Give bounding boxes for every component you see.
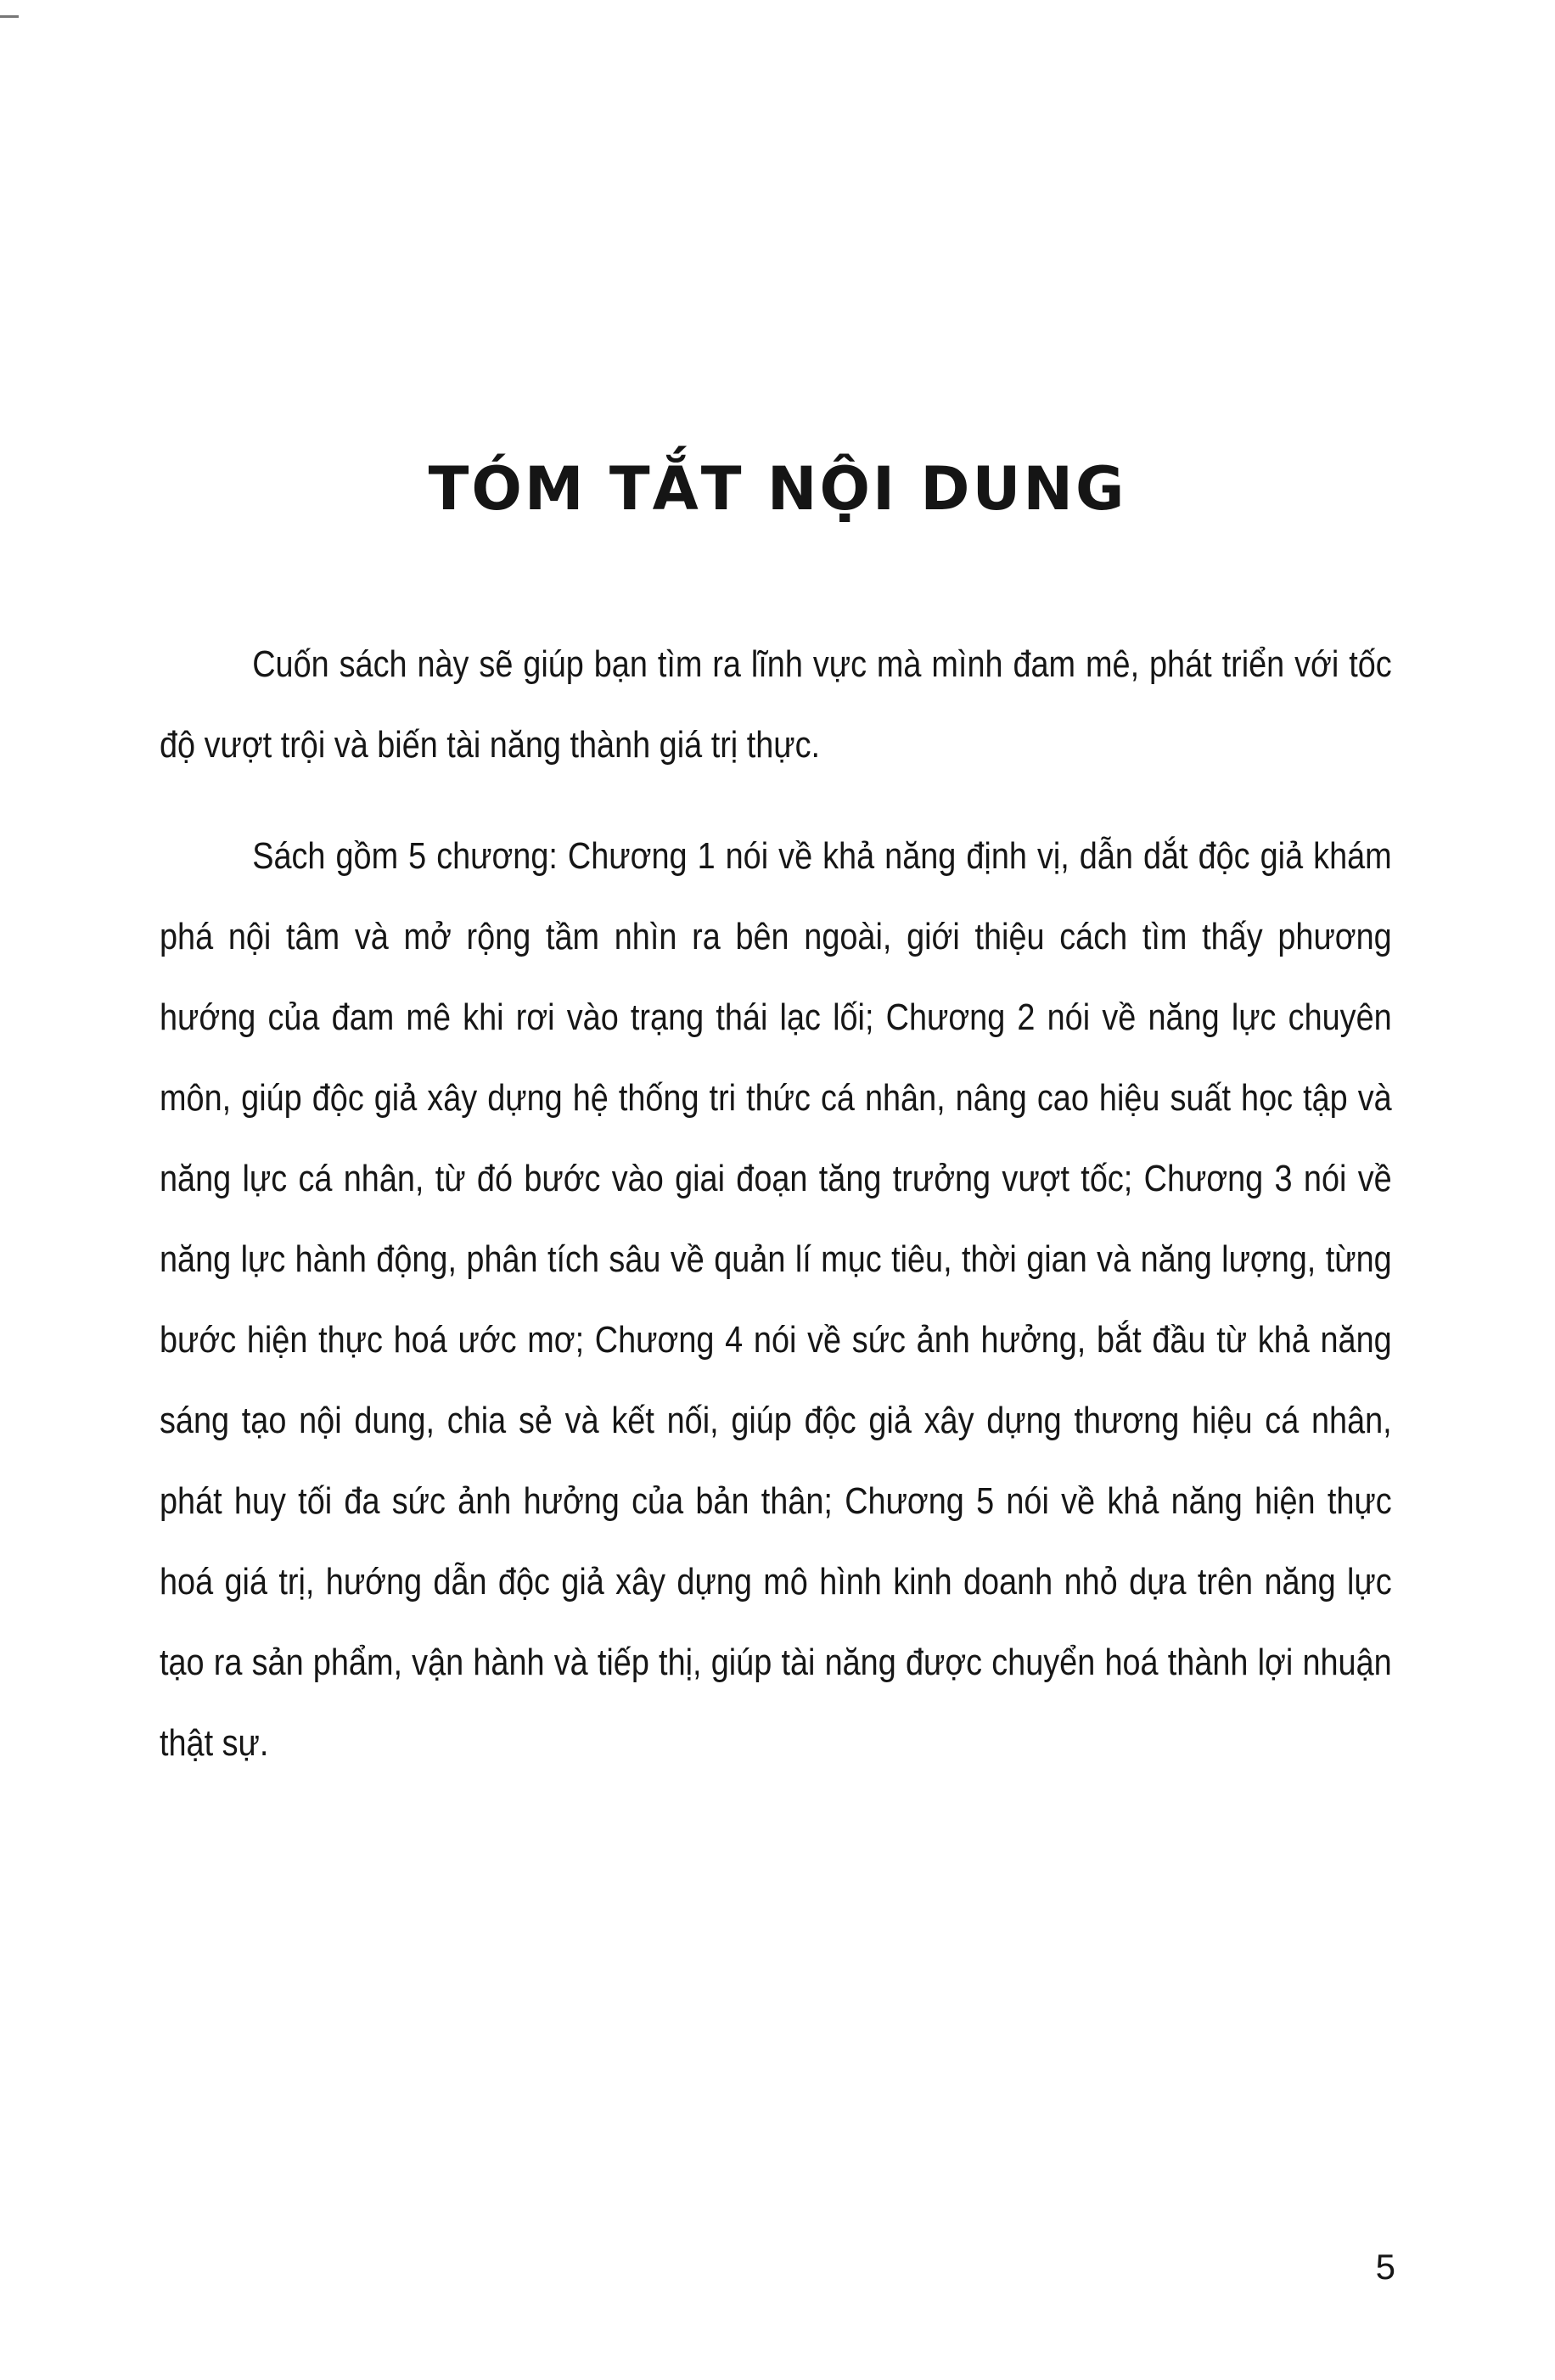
paragraph-intro: Cuốn sách này sẽ giúp bạn tìm ra lĩnh vực mà mình đam mê, phát triển với tốc độ vượt trội và biến tài năng thành giá trị thực. bbox=[160, 643, 1392, 766]
page-number: 5 bbox=[1375, 2247, 1395, 2287]
paragraph-chapters: Sách gồm 5 chương: Chương 1 nói về khả năng định vị, dẫn dắt độc giả khám phá nội tâm và mở rộng tầm nhìn ra bên ngoài, giới thiệu cách tìm thấy phương hướng của đam mê khi rơi vào trạng thái lạc lối; Chương 2 nói về năng lực chuyên môn, giúp độc giả xây dựng hệ thống tri thức cá nhân, nâng cao hiệu suất học tập và năng lực cá nhân, từ đó bước vào giai đoạn tăng trưởng vượt tốc; Chương 3 nói về năng lực hành động, phân tích sâu về quản lí mục tiêu, thời gian và năng lượng, từng bước hiện thực hoá ước mơ; Chương 4 nói về sức ảnh hưởng, bắt đầu từ khả năng sáng tạo nội dung, chia sẻ và kết nối, giúp độc giả xây dựng thương hiệu cá nhân, phát huy tối đa sức ảnh hưởng của bản thân; Chương 5 nói về khả năng hiện thực hoá giá trị, hướng dẫn độc giả xây dựng mô hình kinh doanh nhỏ dựa trên năng lực tạo ra sản phẩm, vận hành và tiếp thị, giúp tài năng được chuyển hoá thành lợi nhuận thật sự. bbox=[160, 835, 1392, 1764]
summary-body bbox=[160, 624, 1392, 1814]
page-title: TÓM TẮT NỘI DUNG bbox=[428, 453, 1127, 524]
scan-corner-mark bbox=[0, 15, 19, 18]
